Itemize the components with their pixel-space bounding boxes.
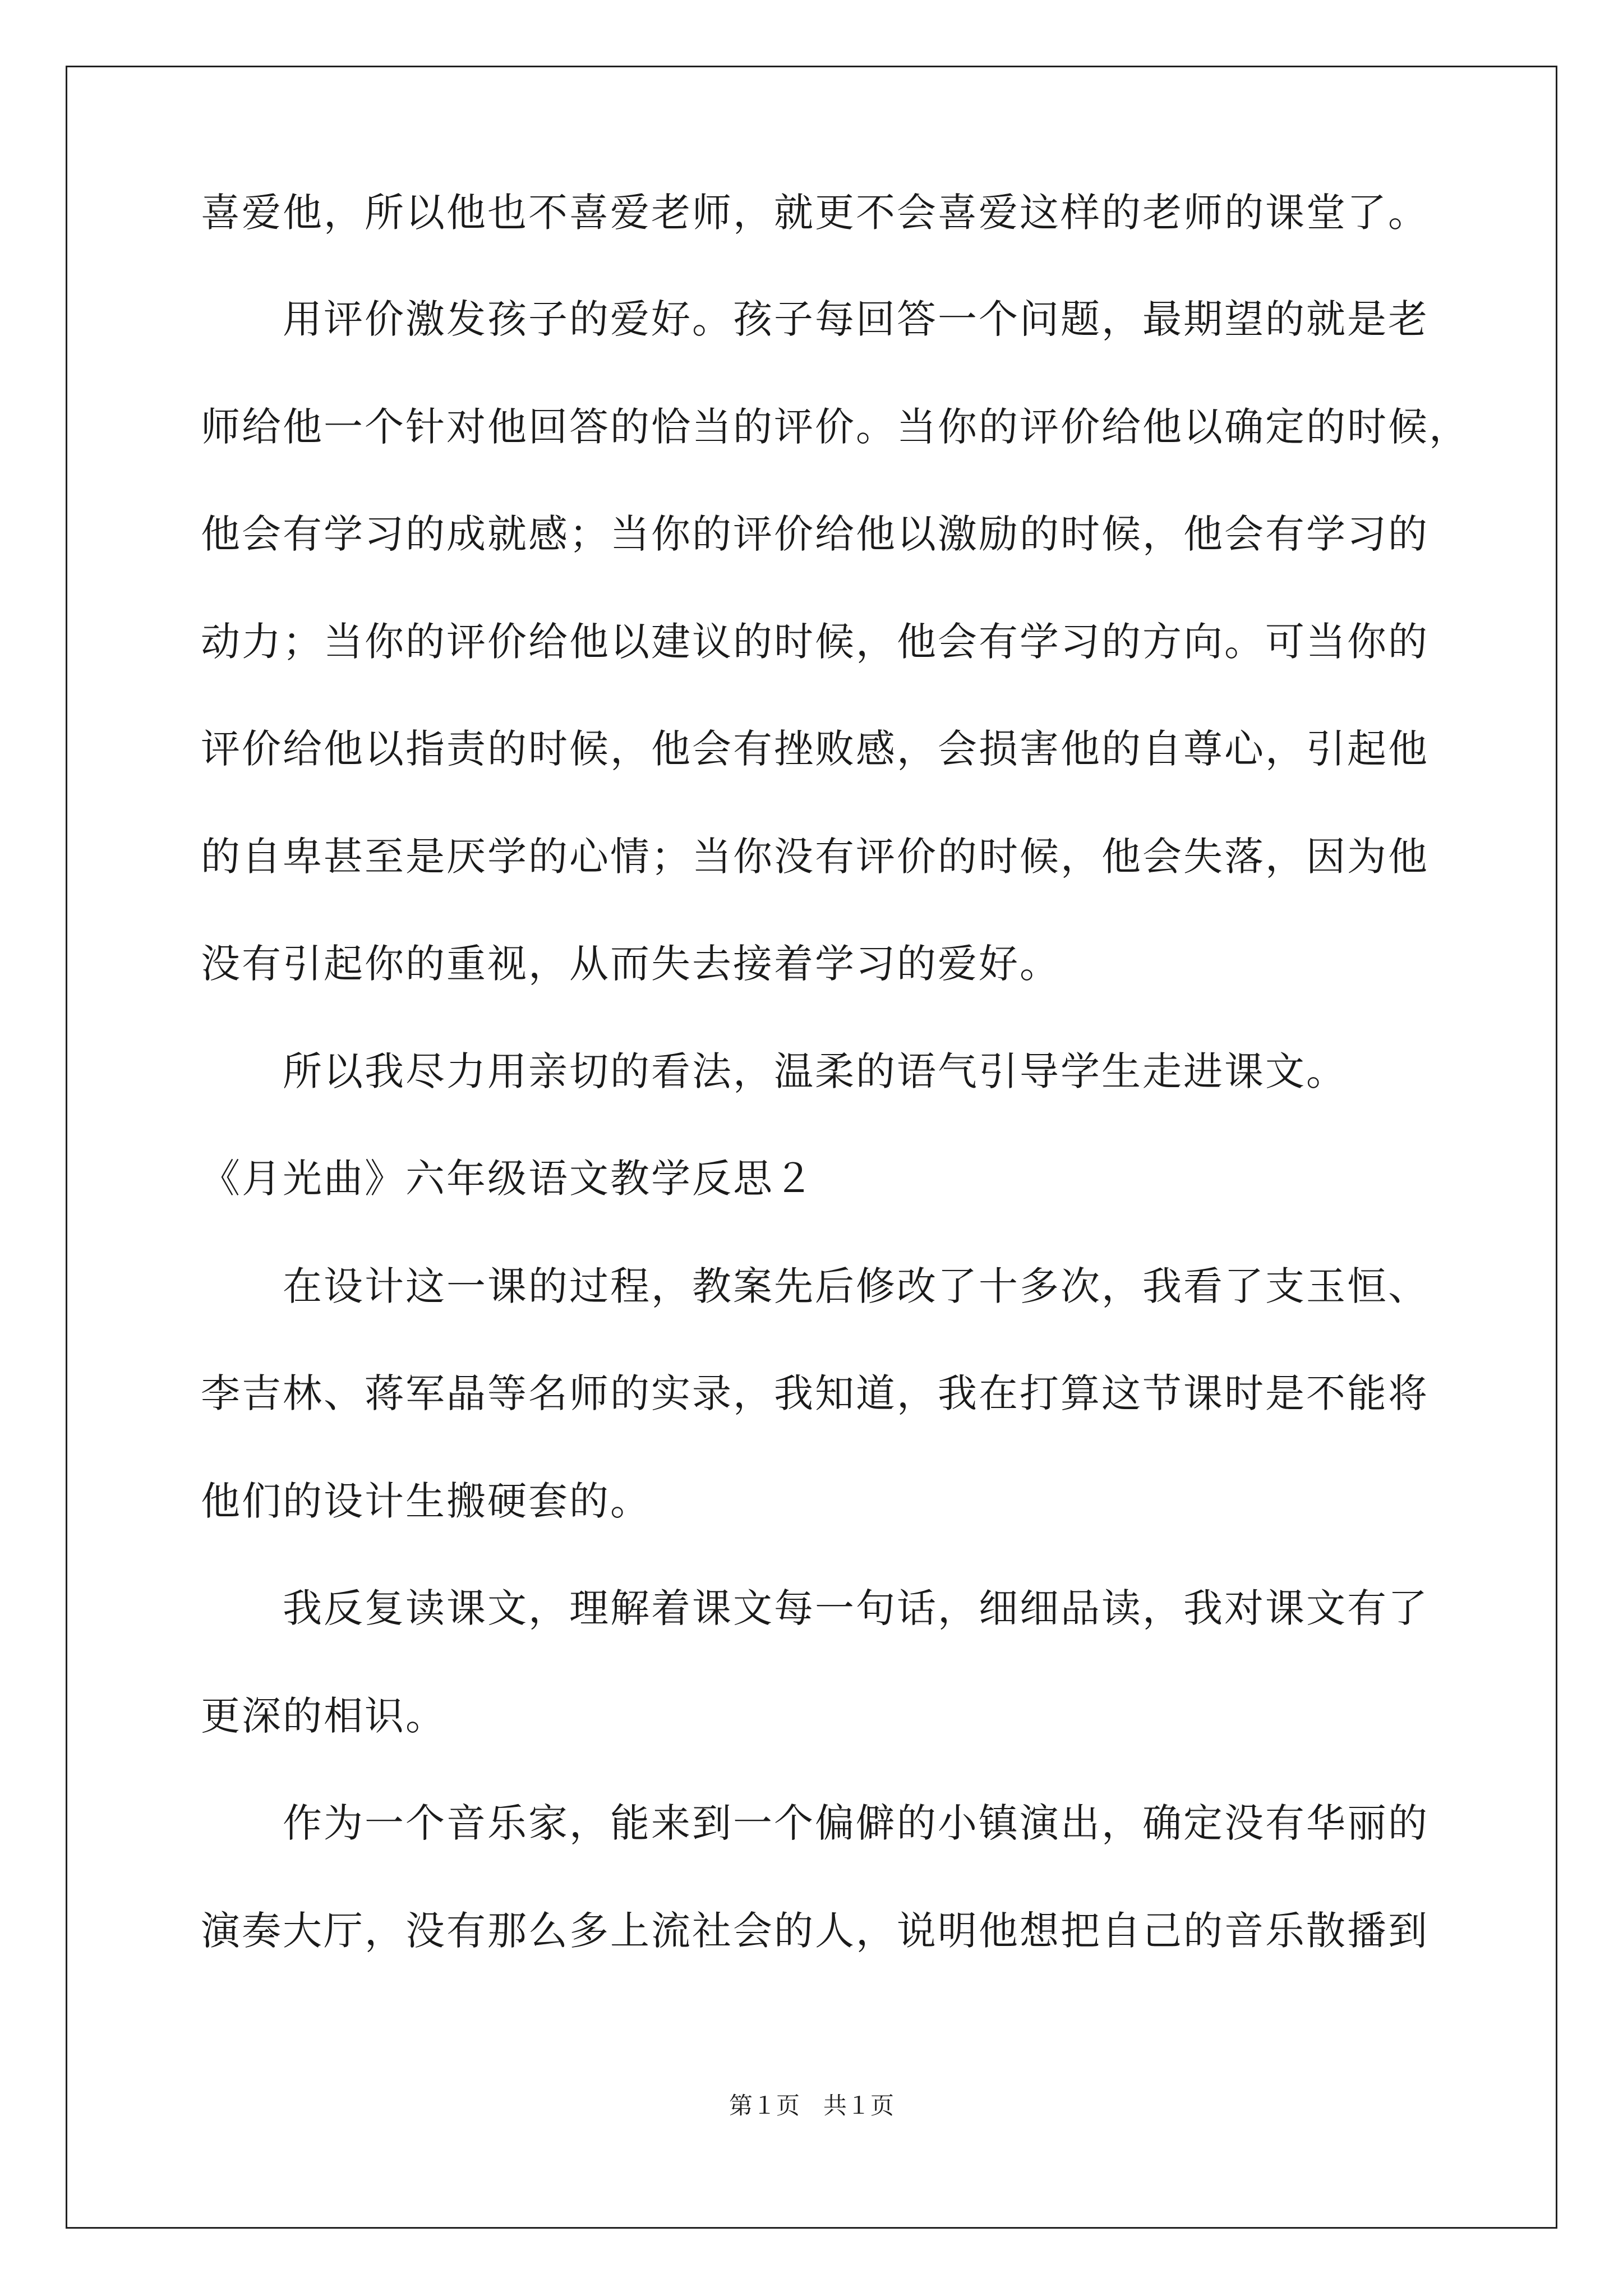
text-line: 动力；当你的评价给他以建议的时候，他会有学习的方向。可当你的 [201,619,1429,665]
text-line: 更深的相识。 [201,1693,446,1739]
text-line: 评价给他以指责的时候，他会有挫败感，会损害他的自尊心，引起他 [201,726,1429,772]
text-line: 用评价激发孩子的爱好。孩子每回答一个问题，最期望的就是老 [201,296,1429,342]
page-border [66,66,1557,2229]
text-line: 所以我尽力用亲切的看法，温柔的语气引导学生走进课文。 [201,1048,1347,1094]
text-line: 在设计这一课的过程，教案先后修改了十多次，我看了支玉恒、 [201,1263,1429,1309]
text-line: 喜爱他，所以他也不喜爱老师，就更不会喜爱这样的老师的课堂了。 [201,190,1429,236]
text-line: 的自卑甚至是厌学的心情；当你没有评价的时候，他会失落，因为他 [201,834,1429,880]
page-footer: 第１页 共１页 [728,2092,894,2119]
section-heading: 《月光曲》六年级语文教学反思２ [201,1156,815,1202]
text-line: 没有引起你的重视，从而失去接着学习的爱好。 [201,941,1061,987]
text-line: 他会有学习的成就感；当你的评价给他以激励的时候，他会有学习的 [201,511,1429,557]
text-line: 作为一个音乐家，能来到一个偏僻的小镇演出，确定没有华丽的 [201,1800,1429,1846]
text-line: 李吉林、蒋军晶等名师的实录，我知道，我在打算这节课时是不能将 [201,1370,1429,1416]
text-line: 他们的设计生搬硬套的。 [201,1478,651,1524]
text-line: 我反复读课文，理解着课文每一句话，细细品读，我对课文有了 [201,1585,1429,1631]
text-line: 演奏大厅，没有那么多上流社会的人，说明他想把自己的音乐散播到 [201,1908,1429,1954]
text-line: 师给他一个针对他回答的恰当的评价。当你的评价给他以确定的时候， [201,404,1470,450]
